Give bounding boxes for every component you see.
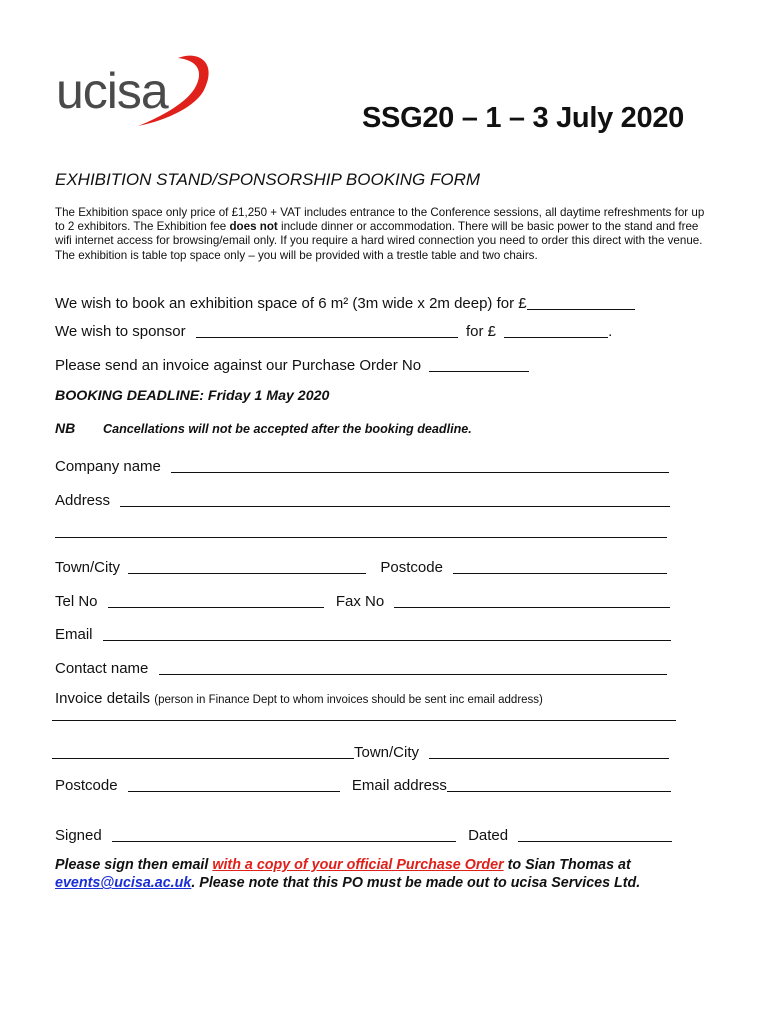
invoice-details-row <box>55 690 543 707</box>
sponsor-label: We wish to sponsor <box>55 323 186 340</box>
sponsor-item-field[interactable] <box>196 322 458 338</box>
tel-no-label: Tel No <box>55 593 98 610</box>
sponsor-amount-field[interactable] <box>504 322 608 338</box>
sponsor-for-label: for £ <box>465 323 496 340</box>
tel-no-field[interactable] <box>108 592 324 608</box>
invoice-postcode-email-row <box>55 774 671 794</box>
invoice-po-label: Please send an invoice against our Purchase Order No <box>55 357 422 374</box>
fax-no-label: Fax No <box>335 593 385 610</box>
invoice-postcode-label: Postcode <box>55 777 118 794</box>
signed-dated-row <box>55 824 672 844</box>
invoice-contact-field[interactable] <box>52 720 676 721</box>
nb-label: NB <box>55 420 76 436</box>
tel-fax-row <box>55 590 670 610</box>
invoice-po-row <box>55 354 529 374</box>
po-number-field[interactable] <box>429 356 529 372</box>
invoice-address-field[interactable] <box>52 743 354 759</box>
postcode-label: Postcode <box>380 559 443 576</box>
signature-field[interactable] <box>112 826 456 842</box>
invoice-email-label: Email address <box>351 777 447 794</box>
form-title: EXHIBITION STAND/SPONSORSHIP BOOKING FORM <box>55 170 481 189</box>
contact-name-row <box>55 657 667 677</box>
company-name-row <box>55 455 669 475</box>
invoice-email-field[interactable] <box>447 776 671 792</box>
company-name-label: Company name <box>55 458 161 475</box>
intro-paragraph: The Exhibition space only price of £1,250 + VAT includes entrance to the Conference sessions, all daytime refreshments for up to 2 exhibitors. The Exhibition fee does not include dinner or accommodation. There will be basic power to the stand and free wifi internet access for browsing/email only. If you require a hard wired connection you need to order this direct with the venue. The exhibition is table top space only – you will be provided with a trestle table and two chairs. <box>55 206 705 262</box>
address-row <box>55 489 670 509</box>
purchase-order-link[interactable]: with a copy of your official Purchase Order <box>212 857 504 873</box>
email-label: Email <box>55 626 93 643</box>
email-field[interactable] <box>103 625 671 641</box>
town-city-label: Town/City <box>55 559 121 576</box>
town-postcode-row <box>55 556 667 576</box>
email-row <box>55 623 671 643</box>
town-city-field[interactable] <box>128 558 366 574</box>
invoice-town-city-field[interactable] <box>429 743 669 759</box>
logo-wordmark: ucisa <box>56 63 168 119</box>
postcode-field[interactable] <box>453 558 667 574</box>
signed-label: Signed <box>55 827 102 844</box>
book-space-amount-field[interactable] <box>527 294 635 310</box>
invoice-details-note: (person in Finance Dept to whom invoices should be sent inc email address) <box>154 694 543 706</box>
company-name-field[interactable] <box>171 457 669 473</box>
dated-label: Dated <box>468 827 509 844</box>
nb-cancellation-text: Cancellations will not be accepted after the booking deadline. <box>103 422 472 436</box>
date-field[interactable] <box>518 826 672 842</box>
invoice-postcode-field[interactable] <box>128 776 340 792</box>
address-line-2-field[interactable] <box>55 537 667 538</box>
sponsor-row: We wish to sponsor for £ . <box>55 323 613 340</box>
submission-instructions: Please sign then email with a copy of your official Purchase Order to Sian Thomas at events@ucisa.ac.uk. Please note that this PO must be made out to ucisa Services Ltd. <box>55 857 641 891</box>
book-space-label: We wish to book an exhibition space of 6 m² (3m wide x 2m deep) for £ <box>55 295 527 312</box>
events-email-link[interactable]: events@ucisa.ac.uk <box>55 875 192 891</box>
event-title: SSG20 – 1 – 3 July 2020 <box>362 102 684 134</box>
fax-no-field[interactable] <box>394 592 670 608</box>
book-space-row <box>55 292 635 312</box>
contact-name-field[interactable] <box>159 659 667 675</box>
invoice-town-city-label: Town/City <box>354 744 420 761</box>
invoice-details-label: Invoice details <box>55 690 151 707</box>
ucisa-logo <box>48 50 218 130</box>
invoice-town-row <box>52 741 669 761</box>
address-line-1-field[interactable] <box>120 491 670 507</box>
contact-name-label: Contact name <box>55 660 149 677</box>
booking-deadline: BOOKING DEADLINE: Friday 1 May 2020 <box>55 388 330 404</box>
address-label: Address <box>55 492 111 509</box>
